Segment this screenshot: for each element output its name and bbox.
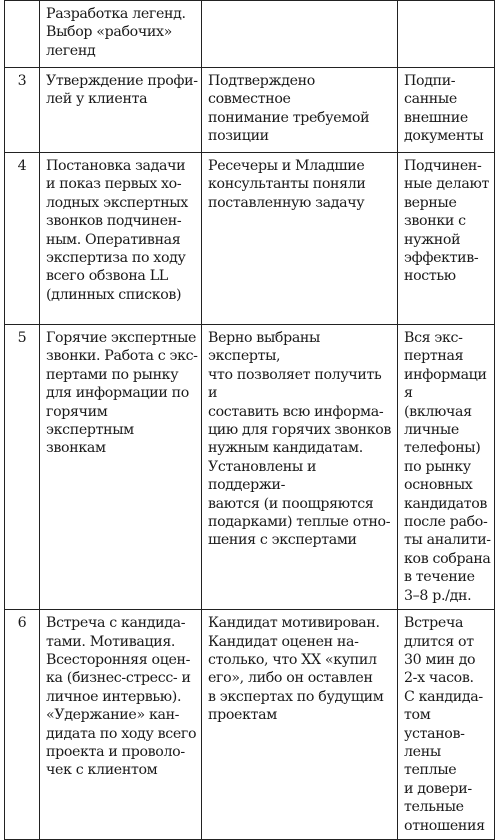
table-row — [5, 68, 495, 153]
table-row — [5, 325, 495, 610]
docs-cell — [398, 1, 495, 68]
step-cell: Постановка задачи и показ первых хо- лодных экспертных звонков подчинен- ным. Оперативная экспертиза по ходу всего обзвона LL (длинных списков) — [40, 153, 202, 325]
row-number: 5 — [5, 325, 40, 610]
docs-cell: Подпи- санные внешние документы — [398, 68, 495, 153]
table-row — [5, 1, 495, 68]
docs-cell: Встреча длится от 30 мин до 2-х часов. С кандидa- том установ- лены теплые и довери- тельные отношения — [398, 610, 495, 840]
table-row — [5, 153, 495, 325]
process-table — [4, 0, 495, 840]
step-cell: Разработка легенд. Выбор «рабочих» легенд — [40, 1, 202, 68]
result-cell: Подтверждено совместное понимание требуемой позиции — [202, 68, 398, 153]
docs-cell: Подчинен- ные делают верные звонки с нужной эффектив- ностью — [398, 153, 495, 325]
result-cell: Ресечеры и Младшие консультанты поняли поставленную задачу — [202, 153, 398, 325]
step-cell: Встреча с кандида- тами. Мотивация. Всесторонняя оцен- ка (бизнес-стресс- и личное интервью). «Удержание» кан- дидата по ходу всего проекта и проволо- чек с клиентом — [40, 610, 202, 840]
row-number: 4 — [5, 153, 40, 325]
result-cell: Верно выбраны эксперты, что позволяет получить и составить всю информа- цию для горячих звонков нужным кандидатам. Установлены и поддержи- ваются (и поощряются подарками) теплые отно- шения с экспертами — [202, 325, 398, 610]
result-cell: Кандидат мотивирован. Кандидат оценен на- столько, что XX «купил его», либо он оставлен в экспертах по будущим проектам — [202, 610, 398, 840]
table-row — [5, 610, 495, 840]
step-cell: Горячие экспертные звонки. Работа с экс- пертами по рынку для информации по горячим экспертным звонкам — [40, 325, 202, 610]
docs-cell: Вся экс- пертная информация (включая личные телефоны) по рынку основных кандидатов после рабо- ты аналити- ков собрана в течение 3–8 р./дн. — [398, 325, 495, 610]
result-cell — [202, 1, 398, 68]
step-cell: Утверждение профи- лей у клиента — [40, 68, 202, 153]
row-number — [5, 1, 40, 68]
row-number: 3 — [5, 68, 40, 153]
row-number: 6 — [5, 610, 40, 840]
